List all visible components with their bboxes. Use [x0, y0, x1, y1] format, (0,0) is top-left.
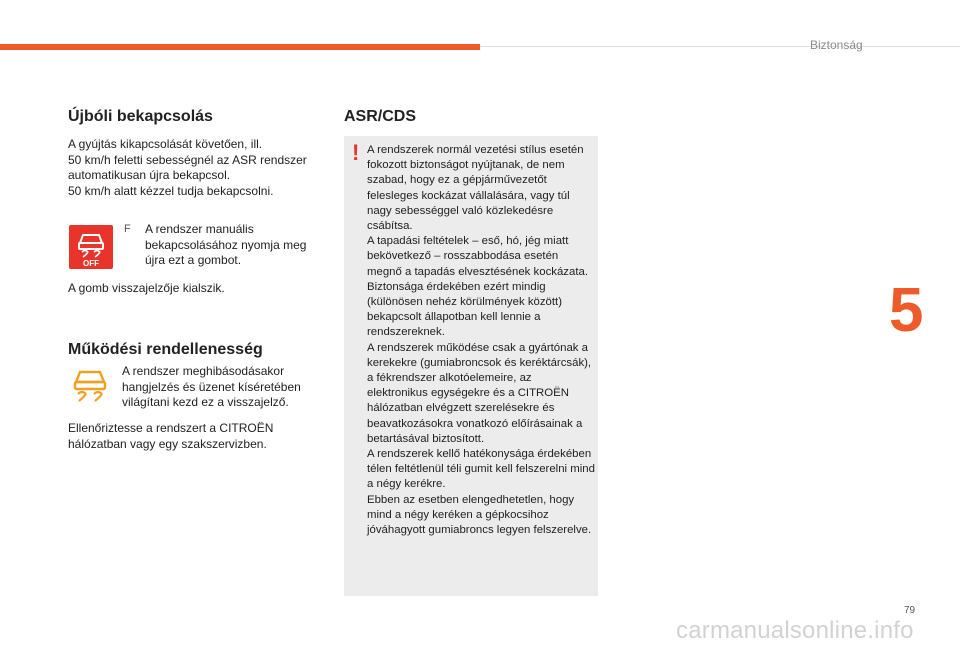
malfunction-title: Működési rendellenesség	[68, 341, 263, 358]
esp-off-label: OFF	[83, 259, 99, 268]
header-rule	[480, 46, 960, 47]
malfunction-description: A rendszer meghibásodásakor hangjelzés és üzenet kíséretében világítani kezd ez a visszajelző.	[122, 364, 301, 409]
reactivation-body: A gyújtás kikapcsolását követően, ill. 50 km/h feletti sebességnél az ASR rendszer automatikusan újra bekapcsol. 50 km/h alatt kézzel tudja bekapcsolni.	[68, 137, 307, 198]
asr-cds-warning-text: A rendszerek normál vezetési stílus esetén fokozott biztonságot nyújtanak, de nem szabad, hogy ez a gépjárművezetőt felesleges kockázat vállalására, vagy túl nagy sebességgel való közlekedésre csábítsa. A tapadási feltételek – eső, hó, jég miatt bekövetkező – rosszabbodása esetén megnő a tapadás elvesztésének kockázata. Biztonsága érdekében ezért mindig (különösen nehéz körülmények között) bekapcsolt állapotban kell lennie a rendszereknek. A rendszerek működése csak a gyártónak a kerekekre (gumiabroncsok és keréktárcsák), a fékrendszer alkotóelemeire, az elektronikus egységekre és a CITROËN hálózatban elvégzett szerelésekre és beavatkozásokra vonatkozó előírásainak a betartásával biztosított. A rendszerek kellő hatékonysága érdekében télen feltétlenül téli gumit kell felszerelni mind a négy kerékre. Ebben az esetben elengedhetetlen, hogy mind a négy keréken a gépkocsihoz jóváhagyott gumiabroncs legyen felszerelve.	[367, 144, 595, 537]
chapter-number: 5	[889, 276, 924, 345]
asr-cds-title: ASR/CDS	[344, 108, 417, 125]
header-accent-bar	[0, 44, 480, 50]
manual-instruction: A rendszer manuális bekapcsolásához nyomja meg újra ezt a gombot.	[145, 222, 307, 267]
esp-warning-icon	[72, 366, 108, 406]
warning-icon: !	[352, 140, 360, 165]
malfunction-check: Ellenőriztesse a rendszert a CITROËN hálózatban vagy egy szakszervizben.	[68, 421, 274, 451]
indicator-note: A gomb visszajelzője kialszik.	[68, 281, 225, 295]
reactivation-title: Újbóli bekapcsolás	[68, 108, 213, 125]
page-number: 79	[904, 605, 916, 616]
section-title: Biztonság	[810, 38, 863, 52]
bullet-marker: F	[124, 223, 131, 235]
watermark: carmanualsonline.info	[676, 617, 914, 644]
esp-off-button-icon	[69, 225, 113, 269]
